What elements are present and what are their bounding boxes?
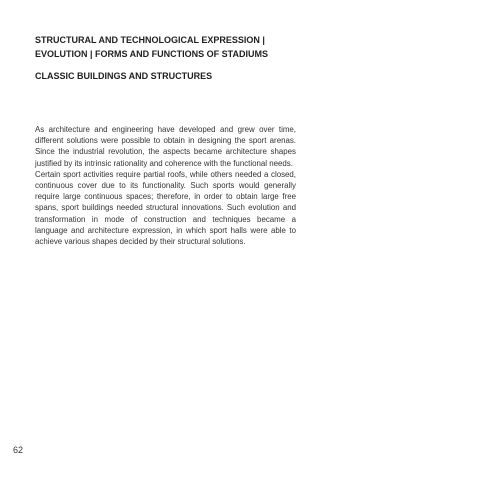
paragraph-1: As architecture and engineering have developed and grew over time, different solutions were possible to obtain in designing the sport arenas. Since the industrial revolution, the aspects became architecture shapes justified by its intrinsic rationality and coherence with the functional needs. (35, 125, 296, 168)
page-title (35, 33, 335, 61)
page-number: 62 (13, 445, 24, 455)
body-text (35, 124, 296, 247)
section-title: CLASSIC BUILDINGS AND STRUCTURES (35, 71, 213, 81)
page-title-line-2: EVOLUTION | FORMS AND FUNCTIONS OF STADIUMS (35, 49, 269, 59)
paragraph-2: Certain sport activities require partial roofs, while others needed a closed, continuous cover due to its functionality. Such sports would generally require large continuous spaces; therefore, in order to obtain large free spans, sport buildings needed structural innovations. Such evolution and transformation in mode of construction and techniques became a language and architecture expression, in which sport halls were able to achieve various shapes decided by their structural solutions. (35, 169, 296, 247)
page-title-line-1: STRUCTURAL AND TECHNOLOGICAL EXPRESSION | (35, 35, 265, 45)
